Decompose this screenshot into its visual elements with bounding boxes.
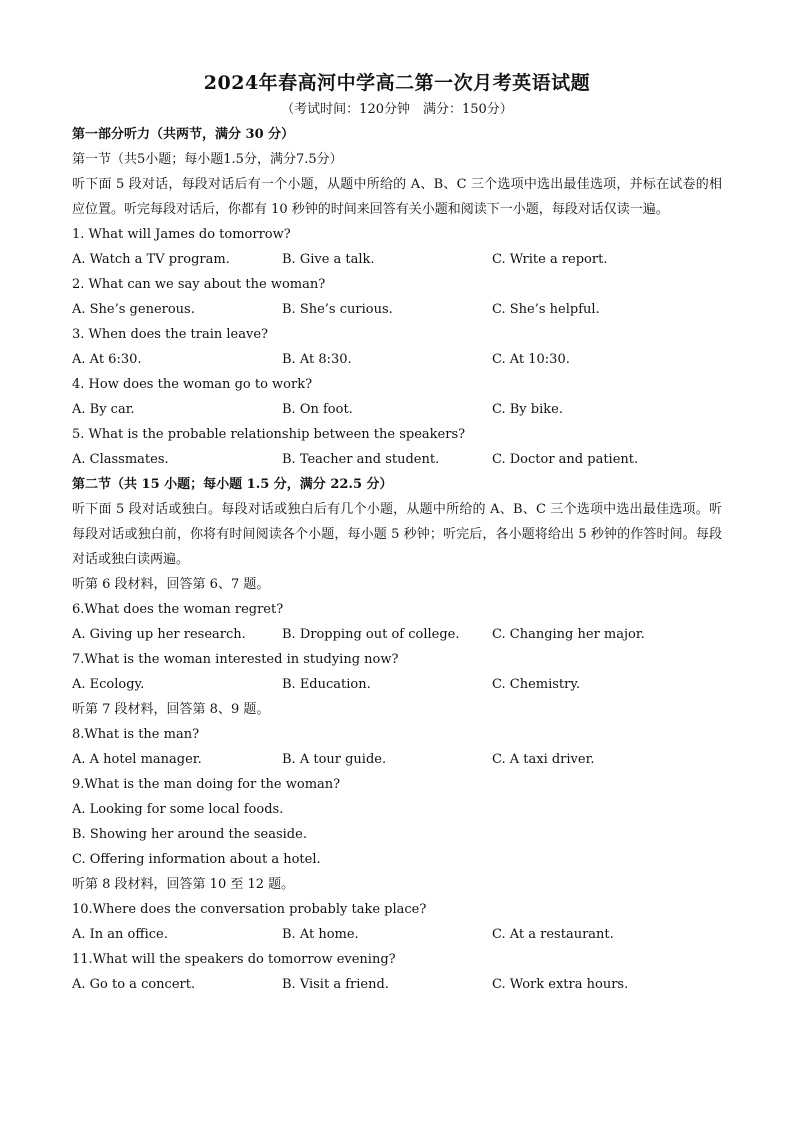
- option-a: A. Looking for some local foods.: [72, 802, 284, 817]
- question-1: [72, 222, 722, 272]
- question-options: [72, 347, 722, 372]
- option-c: C. Write a report.: [492, 252, 608, 267]
- question-11: [72, 947, 722, 997]
- option-a: A. By car.: [72, 402, 135, 417]
- option-c: C. Work extra hours.: [492, 977, 629, 992]
- section2-instructions: 听下面 5 段对话或独白。每段对话或独白后有几个小题，从题中所给的 A、B、C 三个选项中选出最佳选项。听每段对话或独白前，你将有时间阅读各个小题，每小题 5 秒钟；听完后，各小题将给出 5 秒钟的作答时间。每段对话或独白读两遍。: [72, 502, 722, 567]
- question-options: [72, 247, 722, 272]
- question-4: [72, 372, 722, 422]
- option-b: B. Education.: [282, 677, 371, 692]
- option-a: A. Go to a concert.: [72, 977, 196, 992]
- question-text: 9.What is the man doing for the woman?: [72, 777, 341, 792]
- question-2: [72, 272, 722, 322]
- question-9: [72, 772, 722, 872]
- option-a: A. She’s generous.: [72, 302, 195, 317]
- material-8-heading: 听第 8 段材料，回答第 10 至 12 题。: [72, 877, 295, 892]
- option-b: B. At 8:30.: [282, 352, 352, 367]
- question-8: [72, 722, 722, 772]
- option-b: B. On foot.: [282, 402, 353, 417]
- option-a: A. Giving up her research.: [72, 627, 246, 642]
- option-a: A. Ecology.: [72, 677, 145, 692]
- option-b: B. Dropping out of college.: [282, 627, 460, 642]
- question-options: [72, 747, 722, 772]
- question-options: [72, 972, 722, 997]
- question-options: [72, 672, 722, 697]
- material-7-heading: 听第 7 段材料，回答第 8、9 题。: [72, 702, 270, 717]
- question-text: 3. When does the train leave?: [72, 327, 268, 342]
- option-a: A. In an office.: [72, 927, 168, 942]
- question-3: [72, 322, 722, 372]
- option-c: C. Doctor and patient.: [492, 452, 639, 467]
- question-7: [72, 647, 722, 697]
- part1-heading: 第一部分听力（共两节，满分 30 分）: [72, 127, 295, 142]
- option-b: B. A tour guide.: [282, 752, 387, 767]
- question-text: 10.Where does the conversation probably take place?: [72, 902, 427, 917]
- question-5: [72, 422, 722, 472]
- question-text: 8.What is the man?: [72, 727, 200, 742]
- option-c: C. Chemistry.: [492, 677, 581, 692]
- option-c: C. She’s helpful.: [492, 302, 600, 317]
- option-b: B. She’s curious.: [282, 302, 393, 317]
- option-b: B. Teacher and student.: [282, 452, 440, 467]
- question-options: [72, 622, 722, 647]
- option-c: C. Changing her major.: [492, 627, 645, 642]
- question-options: [72, 297, 722, 322]
- question-text: 1. What will James do tomorrow?: [72, 227, 291, 242]
- option-a: A. Classmates.: [72, 452, 169, 467]
- question-options: [72, 397, 722, 422]
- section1-instructions: 听下面 5 段对话，每段对话后有一个小题，从题中所给的 A、B、C 三个选项中选出最佳选项，并标在试卷的相应位置。听完每段对话后，你都有 10 秒钟的时间来回答有关小题和阅读下一小题，每段对话仅读一遍。: [72, 177, 722, 217]
- option-c: C. A taxi driver.: [492, 752, 595, 767]
- option-c: C. At 10:30.: [492, 352, 570, 367]
- section1-heading: 第一节（共5小题；每小题1.5分，满分7.5分）: [72, 152, 343, 167]
- question-text: 7.What is the woman interested in studying now?: [72, 652, 399, 667]
- question-text: 5. What is the probable relationship between the speakers?: [72, 427, 466, 442]
- section2-heading: 第二节（共 15 小题；每小题 1.5 分，满分 22.5 分）: [72, 477, 393, 492]
- exam-subtitle: （考试时间：120分钟 满分：150分）: [281, 102, 513, 117]
- material-6-heading: 听第 6 段材料，回答第 6、7 题。: [72, 577, 270, 592]
- question-10: [72, 897, 722, 947]
- question-options: [72, 922, 722, 947]
- option-c: C. At a restaurant.: [492, 927, 614, 942]
- option-c: C. Offering information about a hotel.: [72, 852, 321, 867]
- option-a: A. Watch a TV program.: [72, 252, 230, 267]
- option-a: A. A hotel manager.: [72, 752, 202, 767]
- question-text: 11.What will the speakers do tomorrow evening?: [72, 952, 396, 967]
- question-text: 6.What does the woman regret?: [72, 602, 284, 617]
- exam-title: 2024年春高河中学高二第一次月考英语试题: [203, 72, 591, 94]
- question-text: 4. How does the woman go to work?: [72, 377, 313, 392]
- question-options: [72, 447, 722, 472]
- option-b: B. At home.: [282, 927, 359, 942]
- question-6: [72, 597, 722, 647]
- question-text: 2. What can we say about the woman?: [72, 277, 326, 292]
- option-b: B. Give a talk.: [282, 252, 375, 267]
- exam-page: [72, 70, 722, 997]
- option-a: A. At 6:30.: [72, 352, 142, 367]
- option-b: B. Visit a friend.: [282, 977, 389, 992]
- option-c: C. By bike.: [492, 402, 563, 417]
- option-b: B. Showing her around the seaside.: [72, 827, 307, 842]
